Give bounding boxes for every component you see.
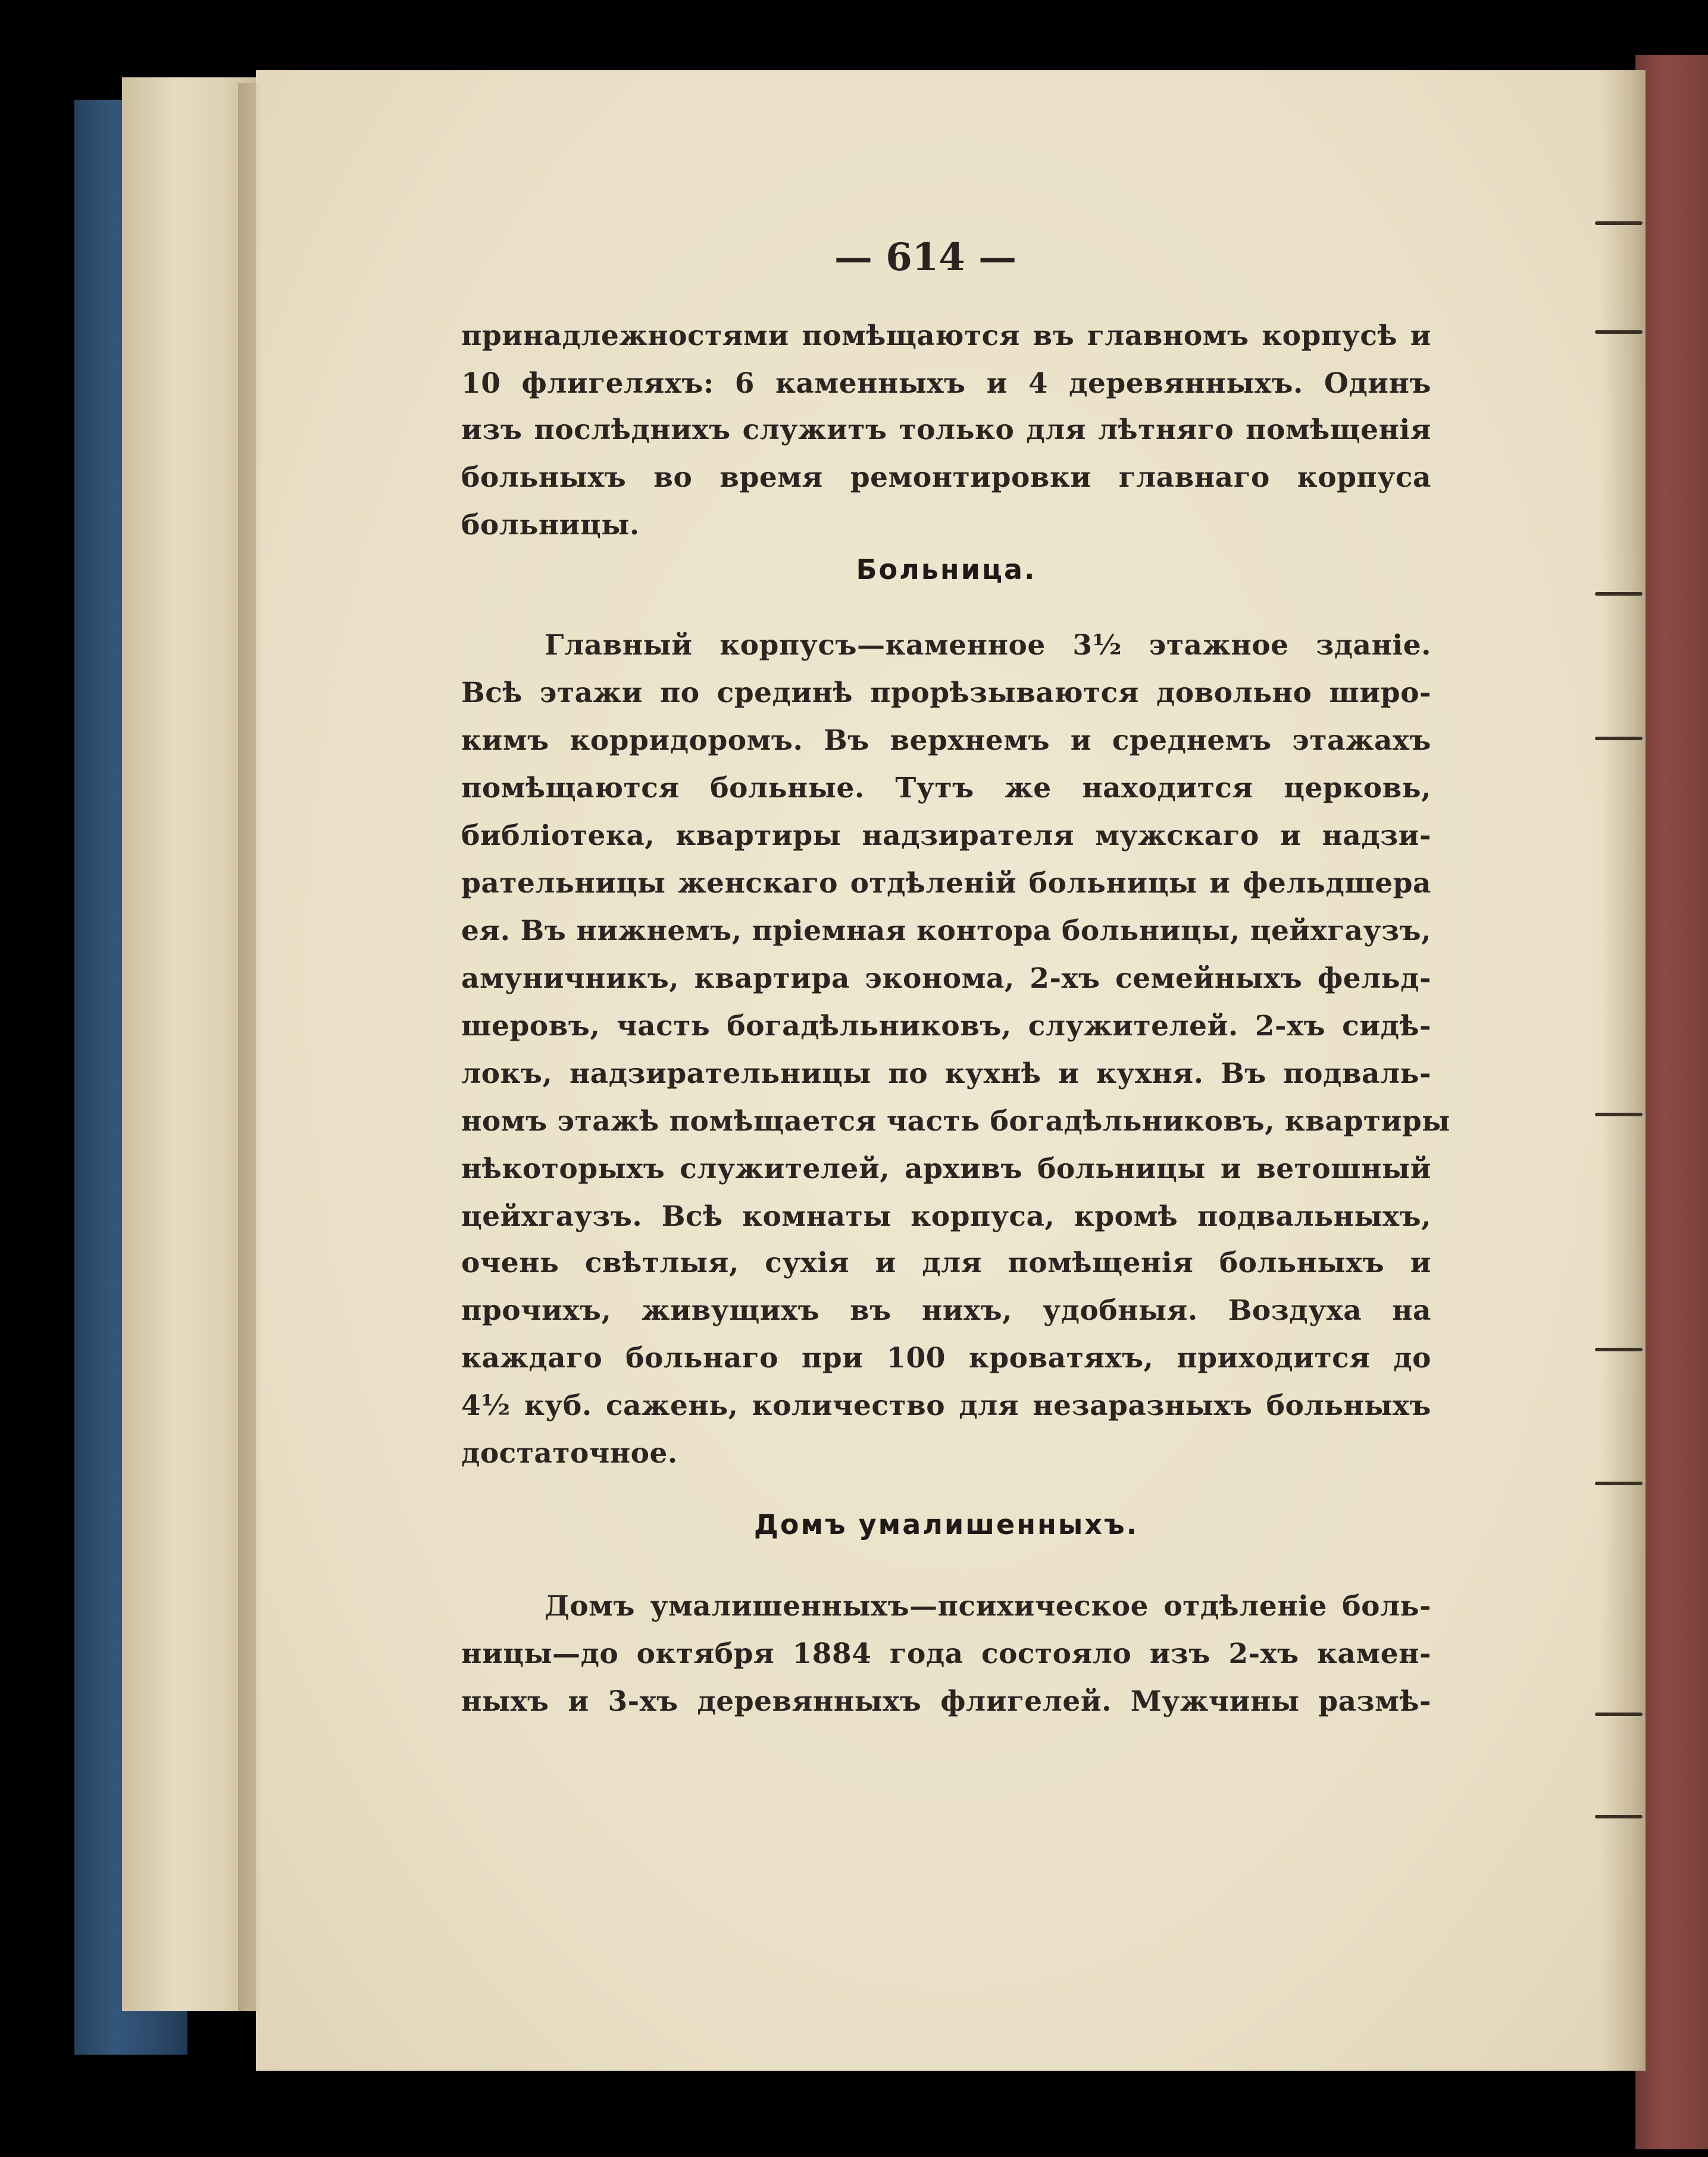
binding-stitch — [1595, 592, 1643, 596]
binding-stitch — [1595, 1482, 1643, 1485]
text-line: больницы. — [461, 509, 640, 541]
section-heading: Больница. — [856, 553, 1037, 586]
text-line: каждаго больнаго при 100 кроватяхъ, приходится до — [461, 1342, 1431, 1375]
text-line: локъ, надзирательницы по кухнѣ и кухня. Въ подваль- — [461, 1057, 1431, 1090]
text-line: кимъ корридоромъ. Въ верхнемъ и среднемъ этажахъ — [461, 724, 1431, 757]
binding-stitch — [1595, 1815, 1643, 1818]
text-line: изъ послѣднихъ служитъ только для лѣтняго помѣщенія — [461, 414, 1431, 446]
text-line: библіотека, квартиры надзирателя мужскаго и надзи- — [461, 819, 1431, 852]
text-line: цейхгаузъ. Всѣ комнаты корпуса, кромѣ подвальныхъ, — [461, 1200, 1431, 1233]
book-cover-right — [1635, 55, 1708, 2149]
text-line: шеровъ, часть богадѣльниковъ, служителей. 2-хъ сидѣ- — [461, 1010, 1431, 1043]
text-line: помѣщаются больные. Тутъ же находится церковь, — [461, 772, 1431, 804]
text-line: Домъ умалишенныхъ—психическое отдѣленіе боль- — [545, 1590, 1431, 1623]
text-line: очень свѣтлыя, сухія и для помѣщенія больныхъ и — [461, 1247, 1431, 1279]
text-line: достаточное. — [461, 1437, 678, 1470]
text-line: прочихъ, живущихъ въ нихъ, удобныя. Воздуха на — [461, 1294, 1431, 1327]
text-line: Всѣ этажи по срединѣ прорѣзываются довольно широ- — [461, 677, 1431, 709]
text-line: амуничникъ, квартира эконома, 2-хъ семейныхъ фельд- — [461, 962, 1431, 995]
binding-stitch — [1595, 1713, 1643, 1716]
text-line: ея. Въ нижнемъ, пріемная контора больницы, цейхгаузъ, — [461, 915, 1431, 947]
text-line: больныхъ во время ремонтировки главнаго корпуса — [461, 461, 1431, 494]
binding-stitch — [1595, 1113, 1643, 1116]
text-line: 4½ куб. сажень, количество для незаразныхъ больныхъ — [461, 1389, 1431, 1422]
text-line: нѣкоторыхъ служителей, архивъ больницы и ветошный — [461, 1153, 1431, 1185]
text-line: 10 флигеляхъ: 6 каменныхъ и 4 деревянныхъ. Одинъ — [461, 367, 1431, 400]
section-heading: Домъ умалишенныхъ. — [753, 1508, 1139, 1541]
binding-gutter — [1601, 70, 1646, 2071]
page-number: — 614 — — [834, 235, 1017, 280]
text-line: принадлежностями помѣщаются въ главномъ корпусѣ и — [461, 320, 1431, 352]
text-line: номъ этажѣ помѣщается часть богадѣльниковъ, квартиры — [461, 1105, 1450, 1138]
binding-stitch — [1595, 1348, 1643, 1351]
binding-stitch — [1595, 221, 1643, 225]
text-line: рательницы женскаго отдѣленій больницы и фельдшера — [461, 867, 1431, 900]
text-line: ницы—до октября 1884 года состояло изъ 2-хъ камен- — [461, 1638, 1431, 1670]
binding-stitch — [1595, 737, 1643, 740]
text-line: ныхъ и 3-хъ деревянныхъ флигелей. Мужчины размѣ- — [461, 1685, 1431, 1718]
page-edge-shadow — [238, 83, 262, 2011]
text-line: Главный корпусъ—каменное 3½ этажное зданіе. — [545, 629, 1431, 662]
binding-stitch — [1595, 330, 1643, 334]
